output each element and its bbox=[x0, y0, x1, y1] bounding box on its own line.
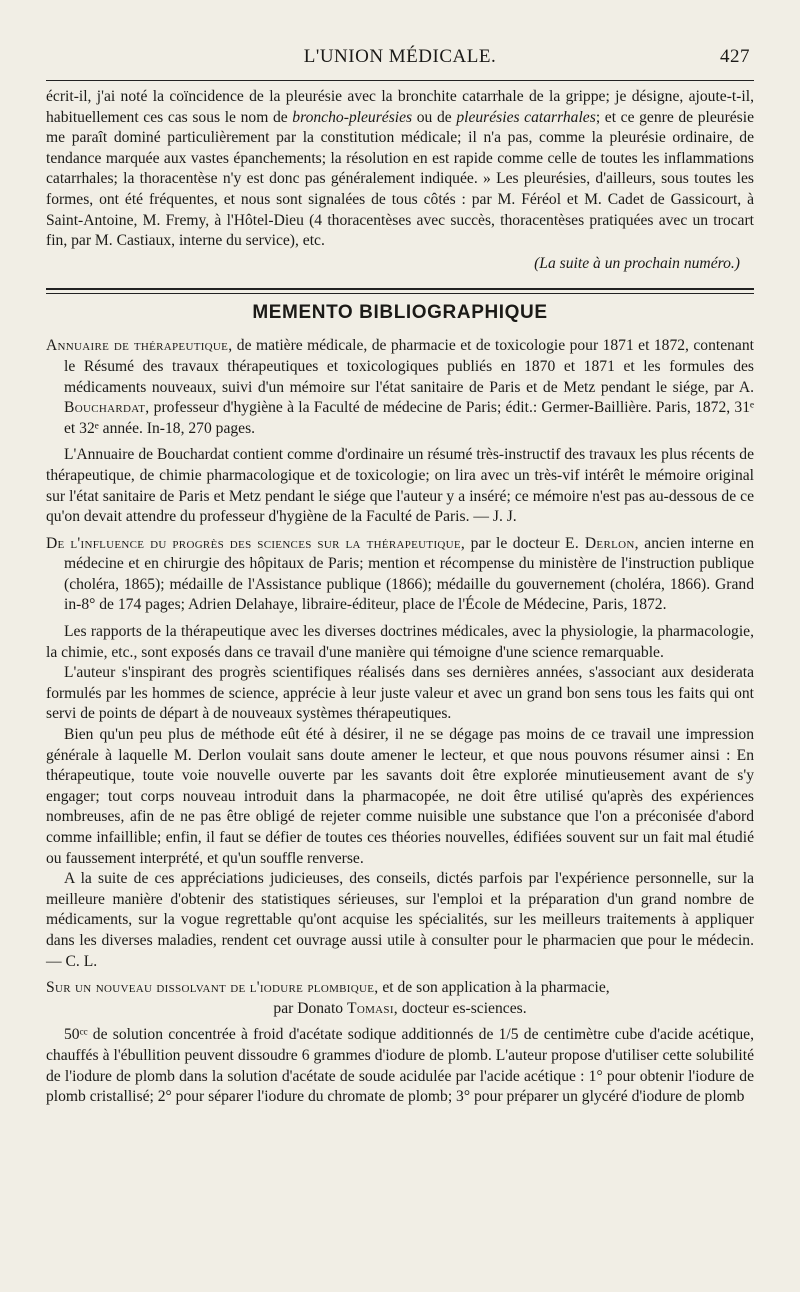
entry-2-review-2: L'auteur s'inspirant des progrès scientifiques réalisés dans ses dernières années, s'associant aux desiderata formulés par les hommes de science, apprécie à leur juste valeur et avec un grand bon sens tous les faits qui ont servi de points de départ à de nouveaux systèmes thérapeutiques. bbox=[46, 664, 754, 723]
intro-paragraph: écrit-il, j'ai noté la coïncidence de la pleurésie avec la bronchite catarrhale de la grippe; je désigne, ajoute-t-il, habituellement ces cas sous le nom de broncho-pleurésies ou de pleurésies catarrhales; et ce genre de pleurésie me paraît dominé particulièrement par la constitution médicale; il n'a pas, comme la pleurésie ordinaire, de tendance marquée aux vastes épanchements; la résolution en est rapide comme celle de toutes les inflammations catarrhales; la thoracentèse n'y est donc pas généralement indiquée. » Les pleurésies, d'ailleurs, sous toutes les formes, ont été fréquentes, et nous sont signalées de tous côtés : par M. Féréol et M. Cadet de Gassicourt, à Saint-Antoine, M. Fremy, à l'Hôtel-Dieu (4 thoracentèses avec succès, thoracentèses pratiquées avec un trocart fin, par M. Castiaux, interne du service), etc. bbox=[46, 88, 755, 250]
continued-note: (La suite à un prochain numéro.) bbox=[534, 254, 740, 272]
entry-3-review: 50ᶜᶜ de solution concentrée à froid d'acétate sodique additionnés de 1/5 de centimètre cube d'acide acétique, chauffés à l'ébullition peuvent dissoudre 6 grammes d'iodure de plomb. L'auteur propose d'utiliser cette solubilité de l'iodure de plomb dans la solution d'acétate de soude acidulée par l'acide acétique : 1° pour obtenir l'iodure de plomb cristallisé; 2° pour séparer l'iodure du chromate de plomb; 3° pour préparer un glycéré d'iodure de plomb bbox=[46, 1026, 754, 1106]
entry-1-review: L'Annuaire de Bouchardat contient comme d'ordinaire un résumé très-instructif des travaux les plus récents de thérapeutique, de chimie pharmacologique et de toxicologie; on lira avec un très-vif intérêt le mémoire original sur l'état sanitaire de Paris et Metz pendant le siége que l'auteur y a inséré; ce mémoire n'est pas au-dessous de ce qu'on devait attendre du professeur d'hygiène de la Faculté de Paris. — J. J. bbox=[46, 446, 754, 526]
entry-2-review-3: Bien qu'un peu plus de méthode eût été à désirer, il ne se dégage pas moins de ce travail une impression générale à laquelle M. Derlon voulait sans doute amener le lecteur, et que nous pouvons résumer ainsi : En thérapeutique, toute voie nouvelle ouverte par les savants doit être explorée minutieusement avant de s'y engager; tout corps nouveau introduit dans la pharmacopée, ne doit être utilisé qu'après des expériences nombreuses, afin de ne pas être obligé de rejeter comme nuisible une substance que l'on a préconisée d'abord comme infaillible; enfin, il faut se défier de toutes ces théories nouvelles, édifiées souvent sur un fait mal étudié ou faussement interprété, et qu'un souffle renverse. bbox=[46, 726, 754, 867]
running-header bbox=[46, 46, 754, 76]
page-number: 427 bbox=[720, 46, 750, 67]
section-title: MEMENTO BIBLIOGRAPHIQUE bbox=[252, 302, 548, 324]
entry-1-reference: Annuaire de thérapeutique, de matière médicale, de pharmacie et de toxicologie pour 1871 et 1872, contenant le Résumé des travaux thérapeutiques et toxicologiques publiés en 1870 et 1871 et les formules des médicaments nouveaux, suivi d'un mémoire sur l'état sanitaire de Paris et de Metz pendant le siége, par A. Bouchardat, professeur d'hygiène à la Faculté de médecine de Paris; édit.: Germer-Baillière. Paris, 1872, 31ᵉ et 32ᵉ année. In-18, 270 pages. bbox=[46, 337, 754, 437]
entry-3-reference: Sur un nouveau dissolvant de l'iodure plombique, et de son application à la pharmacie, bbox=[46, 979, 610, 997]
entry-2-review-4: A la suite de ces appréciations judicieuses, des conseils, dictés parfois par l'expérience personnelle, sur la meilleure manière d'obtenir des statistiques sérieuses, sur l'emploi et la préparation d'un grand nombre de médicaments, sur la vogue regrettable qu'ont acquise les spécialités, sur les meilleurs traitements à appliquer dans les diverses maladies, rendent cet ouvrage aussi utile à consulter pour le pharmacien que pour le médecin. — C. L. bbox=[46, 870, 754, 970]
entry-1-heading: Annuaire de thérapeutique, bbox=[46, 337, 233, 355]
header-rule bbox=[46, 80, 754, 81]
entry-1-author: Bouchardat, bbox=[64, 399, 150, 417]
entry-3-heading: Sur un nouveau dissolvant de l'iodure plombique, bbox=[46, 979, 379, 997]
entry-3-author: Tomasi, bbox=[347, 999, 398, 1017]
section-rule bbox=[46, 288, 754, 294]
entry-2-review-1: Les rapports de la thérapeutique avec les diverses doctrines médicales, avec la physiologie, la pharmacologie, la chimie, etc., sont exposés dans ce travail d'une manière qui témoigne d'une science remarquable. bbox=[46, 623, 754, 661]
entry-2-heading: De l'influence du progrès des sciences sur la thérapeutique, bbox=[46, 534, 466, 552]
running-title: L'UNION MÉDICALE. bbox=[303, 46, 497, 67]
entry-2-reference: De l'influence du progrès des sciences sur la thérapeutique, par le docteur E. Derlon, ancien interne en médecine et en chirurgie des hôpitaux de Paris; mention et récompense du ministère de l'instruction publique (choléra, 1865); médaille de l'Assistance publique (1866); médaille du gouvernement (choléra, 1866). Grand in-8° de 174 pages; Adrien Delahaye, libraire-éditeur, place de l'École de Médecine, Paris, 1872. bbox=[46, 534, 754, 614]
entry-2-author: E. Derlon, bbox=[565, 534, 639, 552]
entry-3-byline: par Donato Tomasi, docteur es-sciences. bbox=[273, 999, 527, 1017]
